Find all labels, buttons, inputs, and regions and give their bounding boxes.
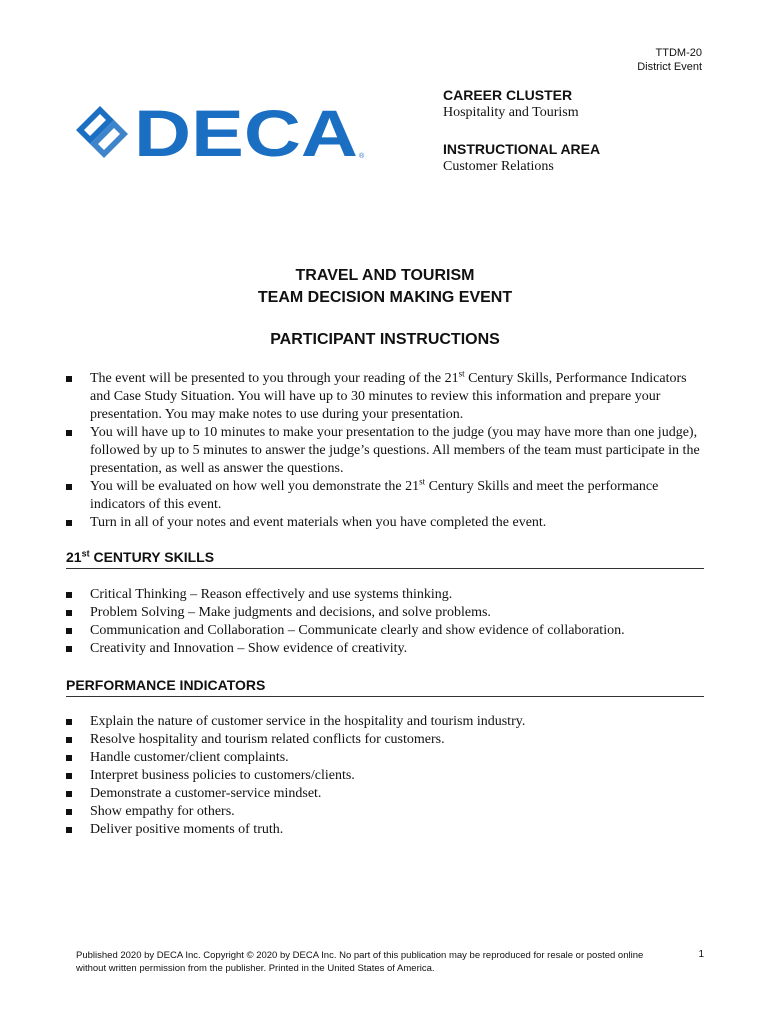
indicator-item: Deliver positive moments of truth. (66, 821, 706, 839)
indicator-item: Demonstrate a customer-service mindset. (66, 785, 706, 803)
deca-logo-graphic (70, 100, 370, 164)
skill-item: Communication and Collaboration – Communicate clearly and show evidence of collaboration. (66, 622, 706, 640)
page-number: 1 (698, 949, 704, 960)
indicator-item: Show empathy for others. (66, 803, 706, 821)
deca-logo (70, 100, 370, 164)
instructions-list (66, 370, 706, 532)
event-level: District Event (637, 61, 702, 73)
registered-mark: ® (359, 153, 365, 160)
performance-indicators-heading: PERFORMANCE INDICATORS (66, 676, 704, 697)
deca-diamond-icon (76, 106, 128, 158)
performance-indicators-list (66, 713, 706, 839)
instructional-area-label: INSTRUCTIONAL AREA (443, 141, 601, 157)
indicator-item: Interpret business policies to customers/clients. (66, 767, 706, 785)
indicator-item: Handle customer/client complaints. (66, 749, 706, 767)
event-title (0, 265, 770, 309)
participant-instructions-heading: PARTICIPANT INSTRUCTIONS (270, 331, 500, 348)
skill-item: Critical Thinking – Reason effectively and use systems thinking. (66, 586, 706, 604)
indicator-item: Explain the nature of customer service in the hospitality and tourism industry. (66, 713, 706, 731)
copyright-footer: Published 2020 by DECA Inc. Copyright © 2020 by DECA Inc. No part of this publication may be reproduced for resale or posted online without written permission from the publisher. Printed in the United States of America. (76, 950, 644, 974)
instruction-item: The event will be presented to you through your reading of the 21st Century Skills, Performance Indicators and Case Study Situation. You will have up to 30 minutes to review this information and prepare your presentation. You may make notes to use during your presentation. (66, 370, 706, 424)
skill-item: Creativity and Innovation – Show evidence of creativity. (66, 640, 706, 658)
deca-wordmark: DECA (134, 100, 358, 164)
instructional-area-value: Customer Relations (443, 159, 554, 174)
skill-item: Problem Solving – Make judgments and decisions, and solve problems. (66, 604, 706, 622)
instruction-item: Turn in all of your notes and event materials when you have completed the event. (66, 514, 706, 532)
indicator-item: Resolve hospitality and tourism related conflicts for customers. (66, 731, 706, 749)
instruction-item: You will be evaluated on how well you demonstrate the 21st Century Skills and meet the performance indicators of this event. (66, 478, 706, 514)
event-title-line1: TRAVEL AND TOURISM (295, 267, 475, 284)
event-code-block (637, 46, 702, 74)
century-skills-heading: 21st CENTURY SKILLS (66, 548, 704, 569)
cluster-info (443, 86, 713, 176)
career-cluster-label: CAREER CLUSTER (443, 87, 573, 103)
century-skills-list (66, 586, 706, 658)
instruction-item: You will have up to 10 minutes to make your presentation to the judge (you may have more than one judge), followed by up to 5 minutes to answer the judge’s questions. All members of the team must participate in the presentation, as well as answer the questions. (66, 424, 706, 478)
career-cluster-value: Hospitality and Tourism (443, 105, 579, 120)
event-code: TTDM-20 (655, 47, 702, 59)
event-title-line2: TEAM DECISION MAKING EVENT (257, 289, 513, 306)
